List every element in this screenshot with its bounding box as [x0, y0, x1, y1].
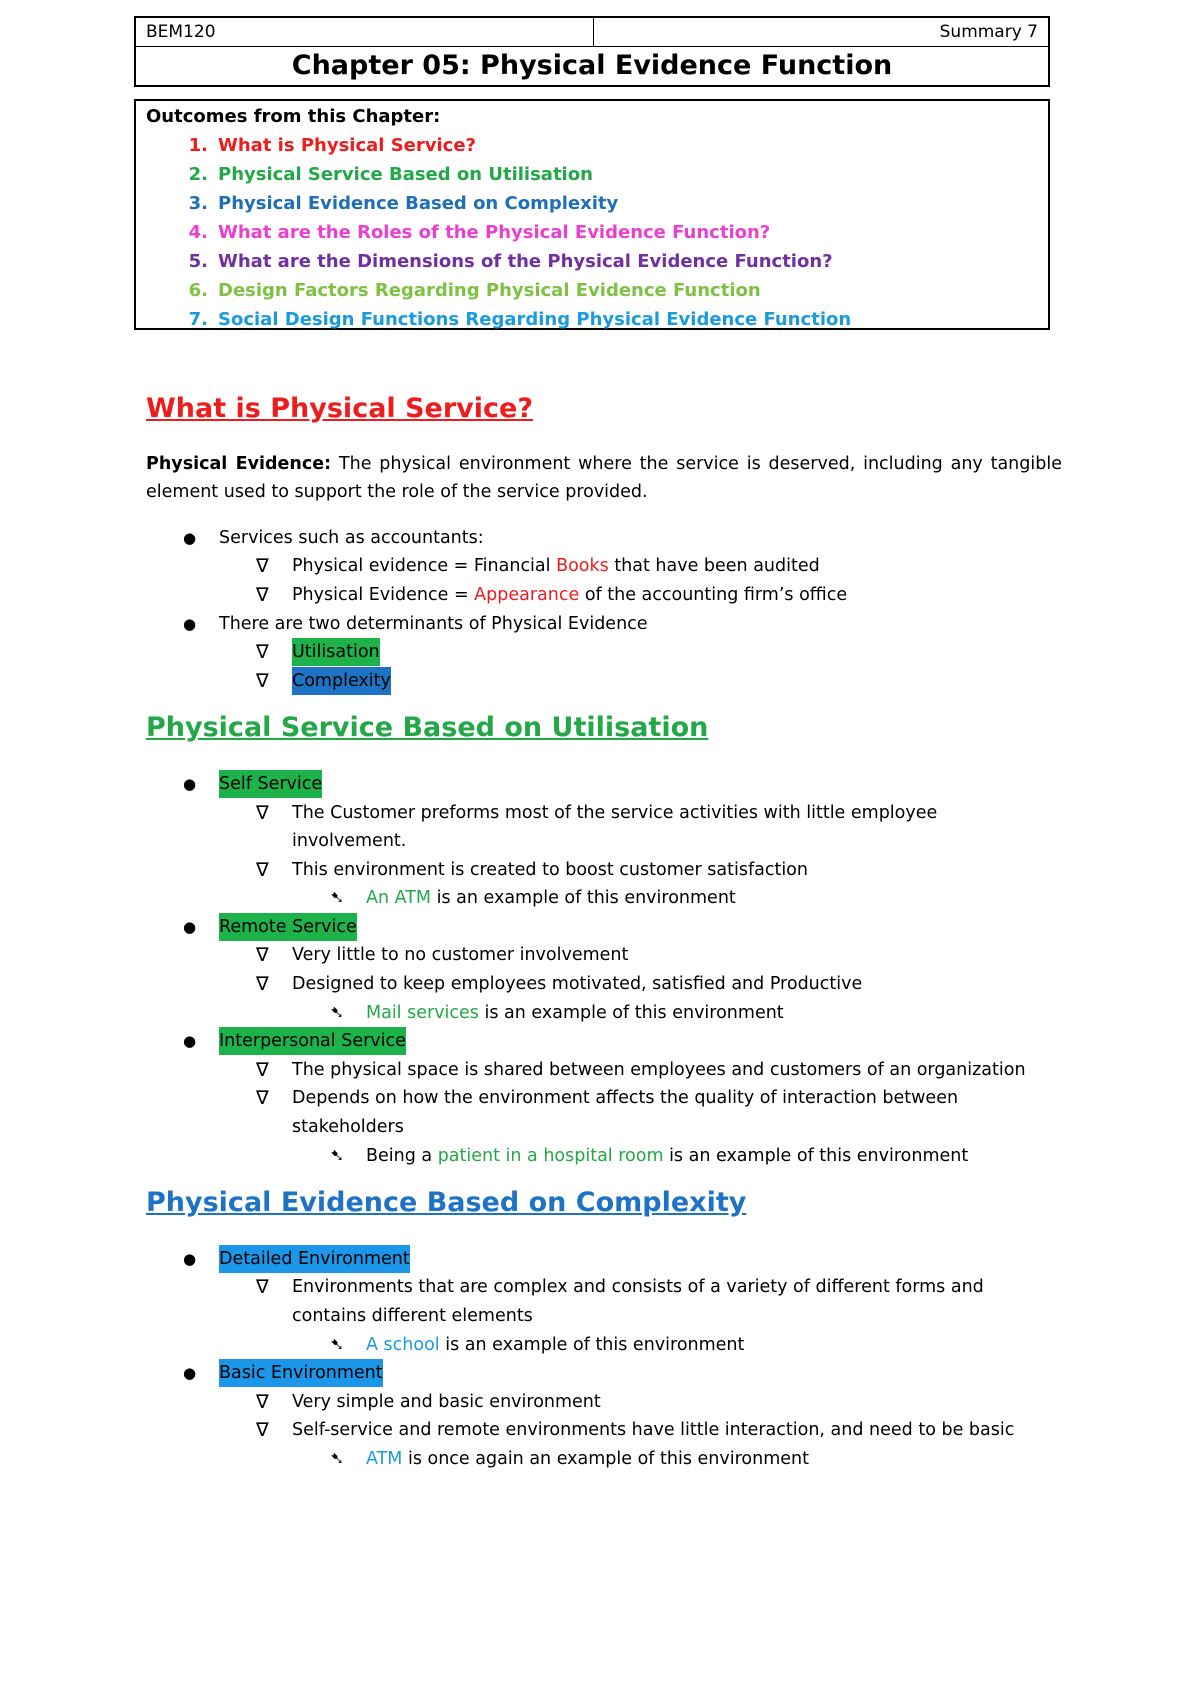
- outcome-item: 5. What are the Dimensions of the Physical Evidence Function?: [188, 251, 833, 272]
- summary-number: Summary 7: [939, 22, 1038, 42]
- bullet-icon: ●: [183, 918, 197, 936]
- arrow-icon: ➷: [330, 1335, 345, 1355]
- bullet-icon: ●: [183, 775, 197, 793]
- course-code: BEM120: [136, 18, 594, 46]
- nabla-icon: ∇: [256, 1087, 269, 1109]
- nabla-icon: ∇: [256, 973, 269, 995]
- nabla-icon: ∇: [256, 944, 269, 966]
- nabla-icon: ∇: [256, 1276, 269, 1298]
- outcome-item: 1. What is Physical Service?: [188, 135, 476, 156]
- definition-text: The physical environment where the service is deserved, including any tangible element used to support the role of the service provided.: [146, 454, 1062, 502]
- outcomes-box: [134, 99, 1050, 330]
- definition-term: Physical Evidence:: [146, 454, 332, 474]
- list-item-continuation: contains different elements: [292, 1306, 533, 1326]
- arrow-icon: ➷: [330, 1003, 345, 1023]
- header-table: [134, 16, 1050, 87]
- outcome-item: 3. Physical Evidence Based on Complexity: [188, 193, 619, 214]
- definition-paragraph: [146, 450, 1062, 506]
- arrow-icon: ➷: [330, 888, 345, 908]
- outcomes-title: Outcomes from this Chapter:: [146, 106, 441, 127]
- list-item-continuation: stakeholders: [292, 1117, 404, 1137]
- nabla-icon: ∇: [256, 641, 269, 663]
- nabla-icon: ∇: [256, 555, 269, 577]
- chapter-title: Chapter 05: Physical Evidence Function: [291, 50, 893, 81]
- outcome-item: 2. Physical Service Based on Utilisation: [188, 164, 593, 185]
- outcome-item: 6. Design Factors Regarding Physical Evidence Function: [188, 280, 761, 301]
- nabla-icon: ∇: [256, 1391, 269, 1413]
- bullet-icon: ●: [183, 1250, 197, 1268]
- nabla-icon: ∇: [256, 1419, 269, 1441]
- bullet-icon: ●: [183, 615, 197, 633]
- document-page: BEM120 Summary 7 Chapter 05: Physical Evidence Function Outcomes from this Chapter: 1. What is Physical Service? 2. Physical Service Based on Utilisation 3. Physical Evidence Based on Complexity 4. What are the Roles of the Physical Evidence Function? 5. What are the Dimensions of the Physical Evidence Function? 6. Design Factors Regarding Physical Evidence Function 7. Social Design Functions Regarding Physical Evidence Function What is Physical Service? Physical Evidence: The physical environment where the service is deserved, including any tangible element used to support the role of the service provided. ● Services such as accountants: ∇ Physical evidence = Financial Books that have been audited ∇ Physical Evidence = Appearance of the accounting firm’s office ● There are two determinants of Physical Evidence ∇ Utilisation ∇ Complexity Physical Service Based on Utilisation ● Self Service ∇ The Customer preforms most of the service activities with little employee involvement. ∇ This environment is created to boost customer satisfaction ➷ An ATM is an example of this environment ● Remote Service ∇ Very little to no customer involvement ∇ Designed to keep employees motivated, satisfied and Productive ➷ Mail services is an example of this environment ● Interpersonal Service ∇ The physical space is shared between employees and customers of an organization ∇ Depends on how the environment affects the quality of interaction between stakeholders ➷ Being a patient in a hospital room is an example of this environment Physical Evidence Based on Complexity ● Detailed Environment ∇ Environments that are complex and consists of a variety of different forms and contains different elements ➷ A school is an example of this environment ● Basic Environment ∇ Very simple and basic environment ∇ Self-service and remote environments have little interaction, and need to be basic ➷ ATM is once again an example of this environment: [0, 0, 1200, 1696]
- bullet-icon: ●: [183, 529, 197, 547]
- outcome-item: 7. Social Design Functions Regarding Physical Evidence Function: [188, 309, 852, 330]
- outcome-item: 4. What are the Roles of the Physical Evidence Function?: [188, 222, 771, 243]
- outcomes-list: [146, 131, 1038, 334]
- arrow-icon: ➷: [330, 1146, 345, 1166]
- bullet-icon: ●: [183, 1032, 197, 1050]
- bullet-icon: ●: [183, 1364, 197, 1382]
- section-heading-physical-service: What is Physical Service?: [146, 393, 533, 424]
- nabla-icon: ∇: [256, 859, 269, 881]
- highlight-utilisation: Utilisation: [292, 638, 380, 666]
- nabla-icon: ∇: [256, 802, 269, 824]
- arrow-icon: ➷: [330, 1449, 345, 1469]
- section-heading-complexity: Physical Evidence Based on Complexity: [146, 1187, 747, 1218]
- nabla-icon: ∇: [256, 1059, 269, 1081]
- nabla-icon: ∇: [256, 670, 269, 692]
- nabla-icon: ∇: [256, 584, 269, 606]
- list-item-continuation: involvement.: [292, 831, 407, 851]
- highlight-complexity: Complexity: [292, 667, 391, 695]
- section-heading-utilisation: Physical Service Based on Utilisation: [146, 712, 709, 743]
